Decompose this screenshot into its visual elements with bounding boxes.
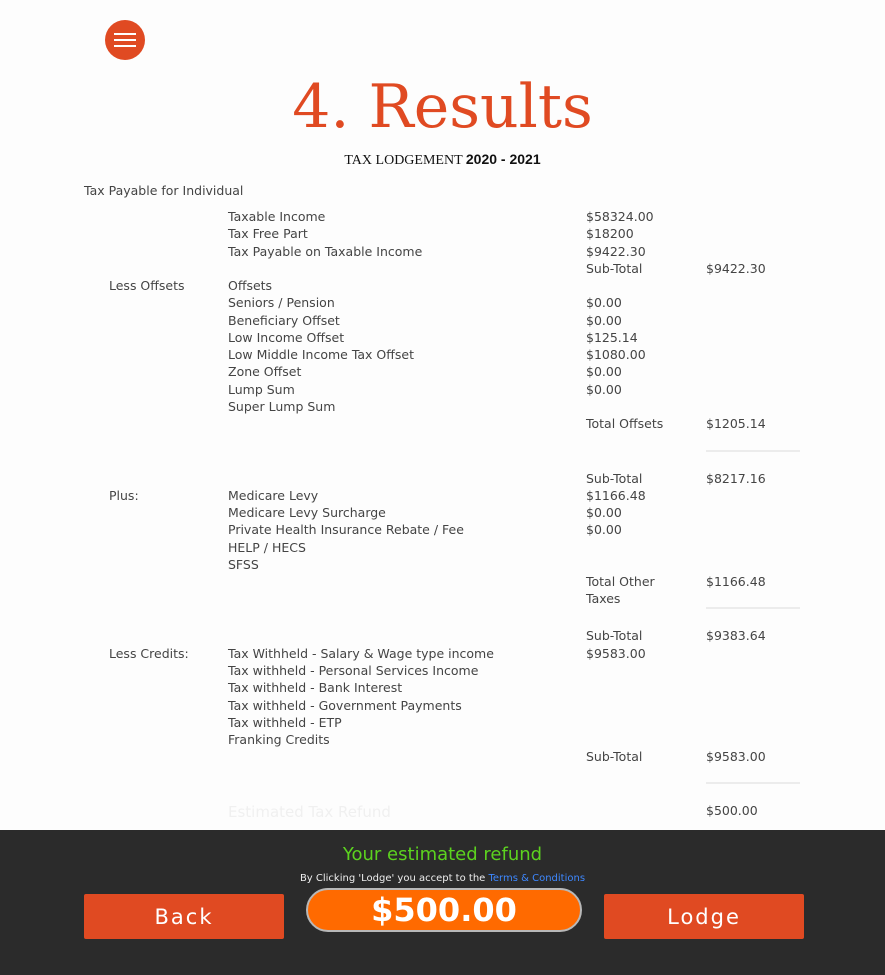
label-franking: Franking Credits [228, 732, 330, 747]
value-low-income: $125.14 [586, 330, 638, 345]
label-zone: Zone Offset [228, 364, 302, 379]
label-medicare-levy: Medicare Levy [228, 488, 319, 503]
label-subtotal-2: Sub-Total [586, 471, 643, 486]
value-total-other-taxes: $1166.48 [706, 574, 766, 589]
lodge-button[interactable]: Lodge [604, 894, 804, 939]
label-help-hecs: HELP / HECS [228, 540, 306, 555]
refund-amount: $500.00 [306, 888, 582, 932]
value-tax-payable: $9422.30 [586, 244, 646, 259]
label-taxable-income: Taxable Income [228, 209, 326, 224]
label-tw-bank: Tax withheld - Bank Interest [228, 680, 403, 695]
label-beneficiary: Beneficiary Offset [228, 313, 340, 328]
subtitle-prefix: TAX LODGEMENT [344, 153, 463, 168]
value-taxable-income: $58324.00 [586, 209, 654, 224]
value-phi-rebate: $0.00 [586, 522, 622, 537]
value-beneficiary: $0.00 [586, 313, 622, 328]
back-button[interactable]: Back [84, 894, 284, 939]
value-subtotal-3: $9383.64 [706, 628, 766, 643]
label-tw-personal: Tax withheld - Personal Services Income [228, 663, 479, 678]
page-subtitle [0, 151, 885, 169]
value-seniors: $0.00 [586, 295, 622, 310]
label-tax-free-part: Tax Free Part [228, 226, 308, 241]
label-phi-rebate: Private Health Insurance Rebate / Fee [228, 522, 464, 537]
value-medicare-surcharge: $0.00 [586, 505, 622, 520]
divider [706, 450, 800, 452]
value-total-offsets: $1205.14 [706, 416, 766, 431]
footer-title: Your estimated refund [342, 844, 543, 865]
page-title: 4. Results [292, 72, 593, 142]
value-subtotal-2: $8217.16 [706, 471, 766, 486]
label-tw-gov: Tax withheld - Government Payments [228, 698, 462, 713]
value-estimated-refund: $500.00 [706, 803, 758, 818]
label-tw-etp: Tax withheld - ETP [228, 715, 342, 730]
label-seniors: Seniors / Pension [228, 295, 335, 310]
label-low-income: Low Income Offset [228, 330, 345, 345]
value-subtotal-1: $9422.30 [706, 261, 766, 276]
label-total-offsets: Total Offsets [586, 416, 664, 431]
label-tax-payable: Tax Payable on Taxable Income [228, 244, 423, 259]
section-title: Tax Payable for Individual [84, 183, 244, 198]
value-lmito: $1080.00 [586, 347, 646, 362]
label-subtotal-4: Sub-Total [586, 749, 643, 764]
refund-footer [0, 830, 885, 975]
terms-prefix: By Clicking 'Lodge' you accept to the [299, 873, 486, 884]
label-sfss: SFSS [228, 557, 259, 572]
group-plus: Plus: [109, 488, 139, 503]
label-total-other-taxes: Total Other Taxes [586, 574, 655, 606]
label-subtotal-1: Sub-Total [586, 261, 643, 276]
label-medicare-surcharge: Medicare Levy Surcharge [228, 505, 386, 520]
divider [706, 607, 800, 609]
terms-link[interactable]: Terms & Conditions [488, 873, 586, 884]
label-estimated-refund: Estimated Tax Refund [228, 803, 391, 821]
value-lump-sum: $0.00 [586, 382, 622, 397]
label-offsets: Offsets [228, 278, 273, 293]
divider [706, 782, 800, 784]
label-lump-sum: Lump Sum [228, 382, 295, 397]
label-super-lump-sum: Super Lump Sum [228, 399, 336, 414]
value-tw-salary: $9583.00 [586, 646, 646, 661]
value-subtotal-4: $9583.00 [706, 749, 766, 764]
label-subtotal-3: Sub-Total [586, 628, 643, 643]
value-tax-free-part: $18200 [586, 226, 634, 241]
subtitle-year: 2020 - 2021 [465, 151, 541, 167]
label-tw-salary: Tax Withheld - Salary & Wage type income [228, 646, 494, 661]
group-less-credits: Less Credits: [109, 646, 189, 661]
terms-text [0, 873, 885, 884]
menu-icon[interactable] [105, 20, 145, 60]
value-zone: $0.00 [586, 364, 622, 379]
group-less-offsets: Less Offsets [109, 278, 185, 293]
label-lmito: Low Middle Income Tax Offset [228, 347, 414, 362]
value-medicare-levy: $1166.48 [586, 488, 646, 503]
